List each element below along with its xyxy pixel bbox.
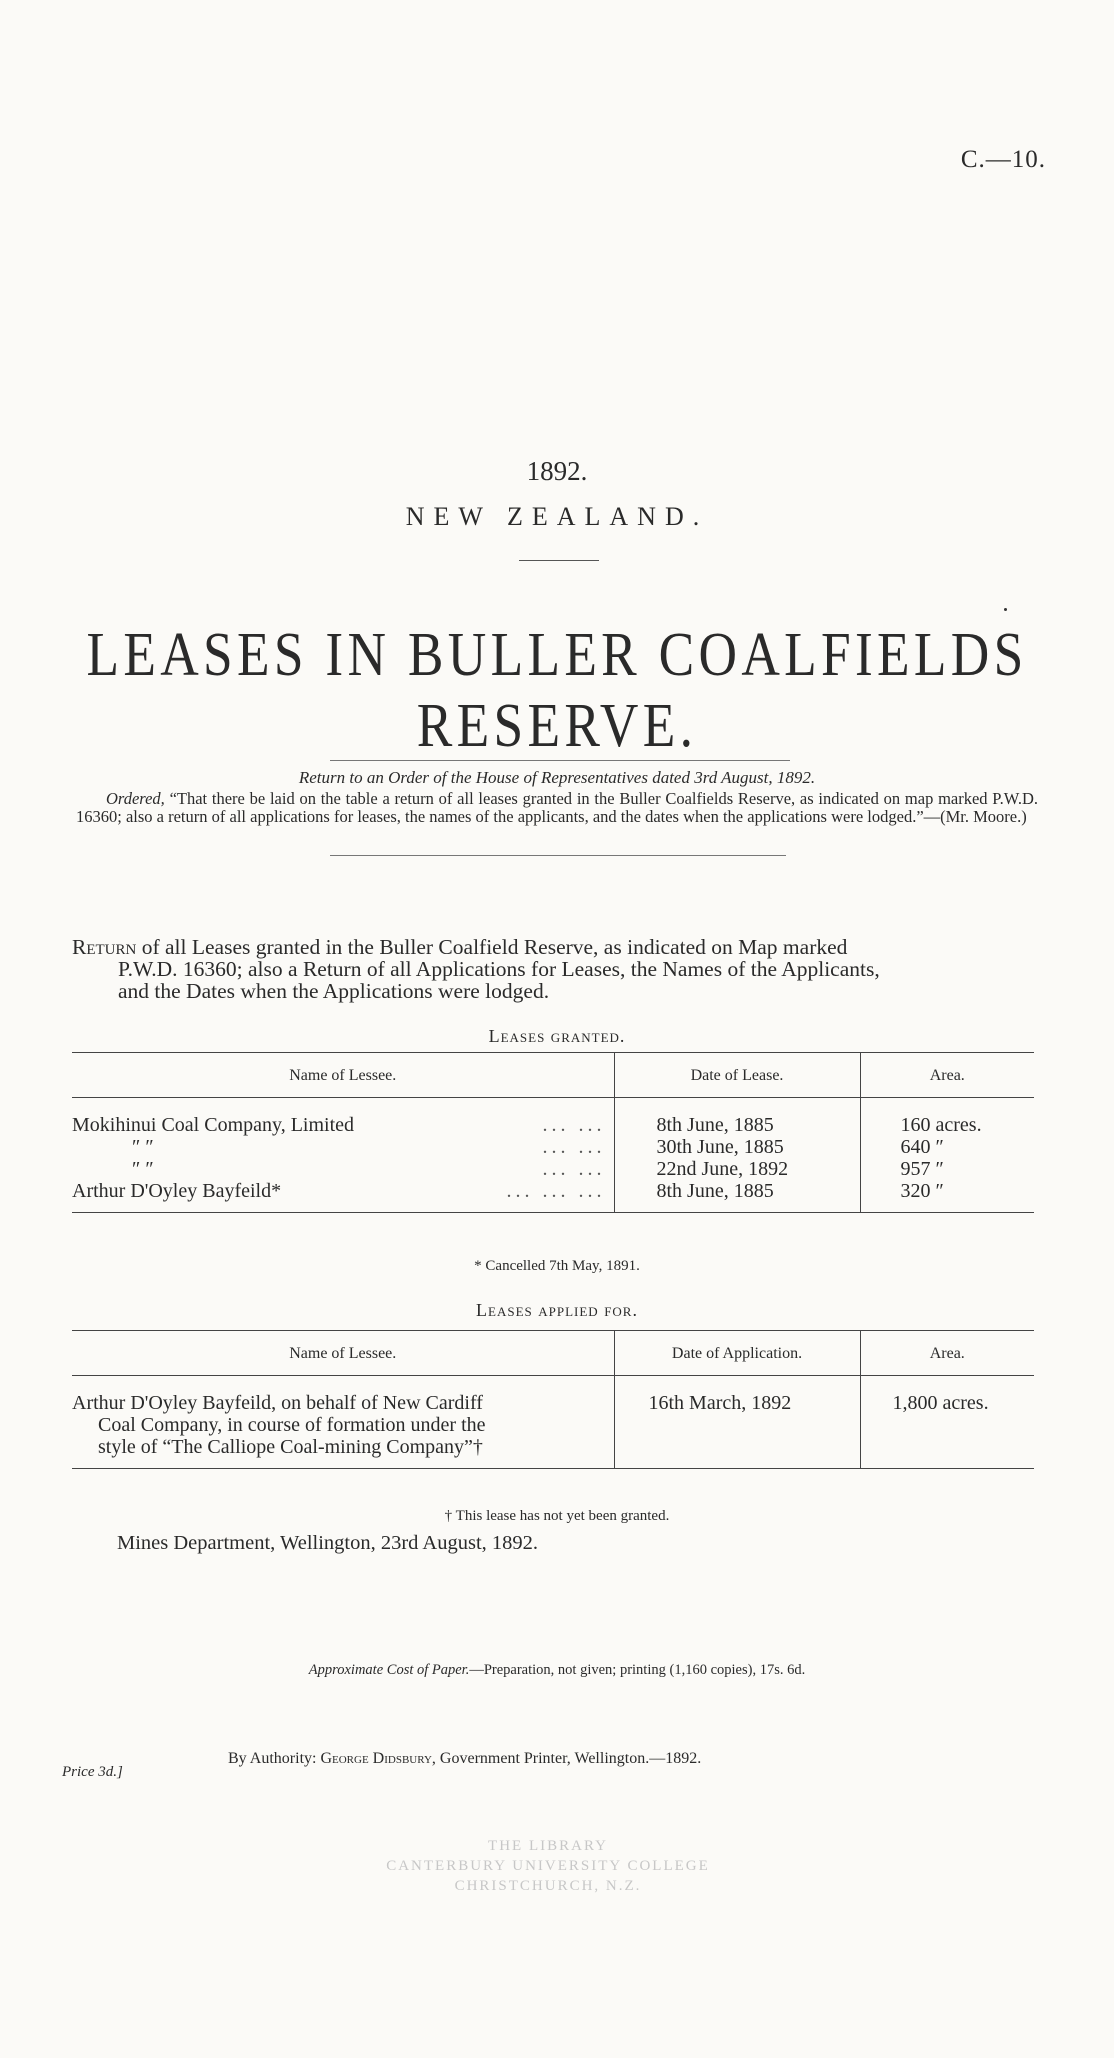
lessee-name: ″ ″ [132,1158,154,1180]
ink-speck [1004,608,1007,611]
price-label: Price 3d.] [62,1764,123,1780]
lease-date: 8th June, 1885 [614,1180,860,1213]
leader-dots: ... ... [542,1114,606,1136]
return-line-1: of all Leases granted in the Buller Coalfield Reserve, as indicated on Map marked [141,935,848,959]
order-text [76,790,1038,826]
leases-applied-table [72,1330,1034,1469]
lessee-name: Mokihinui Coal Company, Limited [72,1114,355,1136]
stamp-line-2: CANTERBURY UNIVERSITY COLLEGE [386,1858,710,1874]
application-area: 1,800 acres. [860,1376,1034,1469]
cost-text: —Preparation, not given; printing (1,160 copies), 17s. 6d. [469,1662,806,1678]
leases-applied-heading: Leases applied for. [476,1300,638,1320]
table-row [72,1158,1034,1180]
table-row [72,1136,1034,1158]
lease-date: 30th June, 1885 [614,1136,860,1158]
lease-area: 640 ″ [860,1136,1034,1158]
table-row [72,1180,1034,1213]
leases-granted-heading: Leases granted. [488,1026,626,1046]
column-header: Name of Lessee. [72,1331,614,1376]
document-year: 1892. [526,456,588,486]
applicant-line-3: style of “The Calliope Coal-mining Company”† [98,1436,483,1458]
leader-dots: ... ... [542,1158,606,1180]
lessee-name: Arthur D'Oyley Bayfeild* [72,1180,282,1202]
printer-imprint [228,1750,701,1768]
authority-label: By Authority: [228,1750,317,1767]
column-header: Date of Lease. [614,1053,860,1098]
leader-dots: ... ... [542,1136,606,1158]
return-line-3: and the Dates when the Applications were lodged. [118,979,550,1003]
stamp-line-1: THE LIBRARY [488,1838,608,1854]
cost-of-paper [0,1662,1114,1679]
footnote: † This lease has not yet been granted. [444,1508,670,1524]
ordered-label: Ordered, [106,789,165,808]
return-line-2: P.W.D. 16360; also a Return of all Applications for Leases, the Names of the Applicants, [118,957,880,981]
column-header: Area. [860,1331,1034,1376]
return-lead: Return [72,935,137,959]
leases-granted-table [72,1052,1034,1213]
signature-line: Mines Department, Wellington, 23rd August, 1892. [117,1532,539,1554]
library-stamp [348,1836,748,1896]
stamp-line-3: CHRISTCHURCH, N.Z. [454,1878,642,1894]
column-header: Area. [860,1053,1034,1098]
lease-area: 160 acres. [860,1098,1034,1137]
return-description [72,936,1040,1002]
authority-tail: , Government Printer, Wellington.—1892. [431,1750,702,1767]
lease-area: 957 ″ [860,1158,1034,1180]
lease-date: 8th June, 1885 [614,1098,860,1137]
applicant-line-2: Coal Company, in course of formation under the [98,1414,486,1436]
applicant-line-1: Arthur D'Oyley Bayfeild, on behalf of New Cardiff [72,1392,483,1414]
footnote: * Cancelled 7th May, 1891. [474,1258,640,1274]
divider [330,760,790,761]
document-code: C.—10. [960,146,1046,173]
column-header: Date of Application. [614,1331,860,1376]
country-heading: NEW ZEALAND. [405,502,709,531]
divider [330,855,786,856]
divider [519,560,599,561]
table-header-row [72,1331,1034,1376]
leader-dots: ... ... ... [506,1180,606,1202]
table-header-row [72,1053,1034,1098]
printer-name: George Didsbury [320,1750,432,1767]
cost-label: Approximate Cost of Paper. [308,1662,470,1678]
ordered-body: “That there be laid on the table a return of all leases granted in the Buller Coalfields Reserve, as indicated on map marked P.W.D. 16360; also a return of all applications for leases, the names of the applicants, and the dates when the applications were lodged.”—(Mr. Moore.) [76,789,1039,826]
lease-area: 320 ″ [860,1180,1034,1213]
lessee-name: ″ ″ [132,1136,154,1158]
application-date: 16th March, 1892 [614,1376,860,1469]
column-header: Name of Lessee. [72,1053,614,1098]
lease-date: 22nd June, 1892 [614,1158,860,1180]
table-row [72,1376,1034,1469]
order-reference: Return to an Order of the House of Representatives dated 3rd August, 1892. [298,768,816,787]
page-title: LEASES IN BULLER COALFIELDS RESERVE. [86,621,1028,760]
table-row [72,1098,1034,1137]
